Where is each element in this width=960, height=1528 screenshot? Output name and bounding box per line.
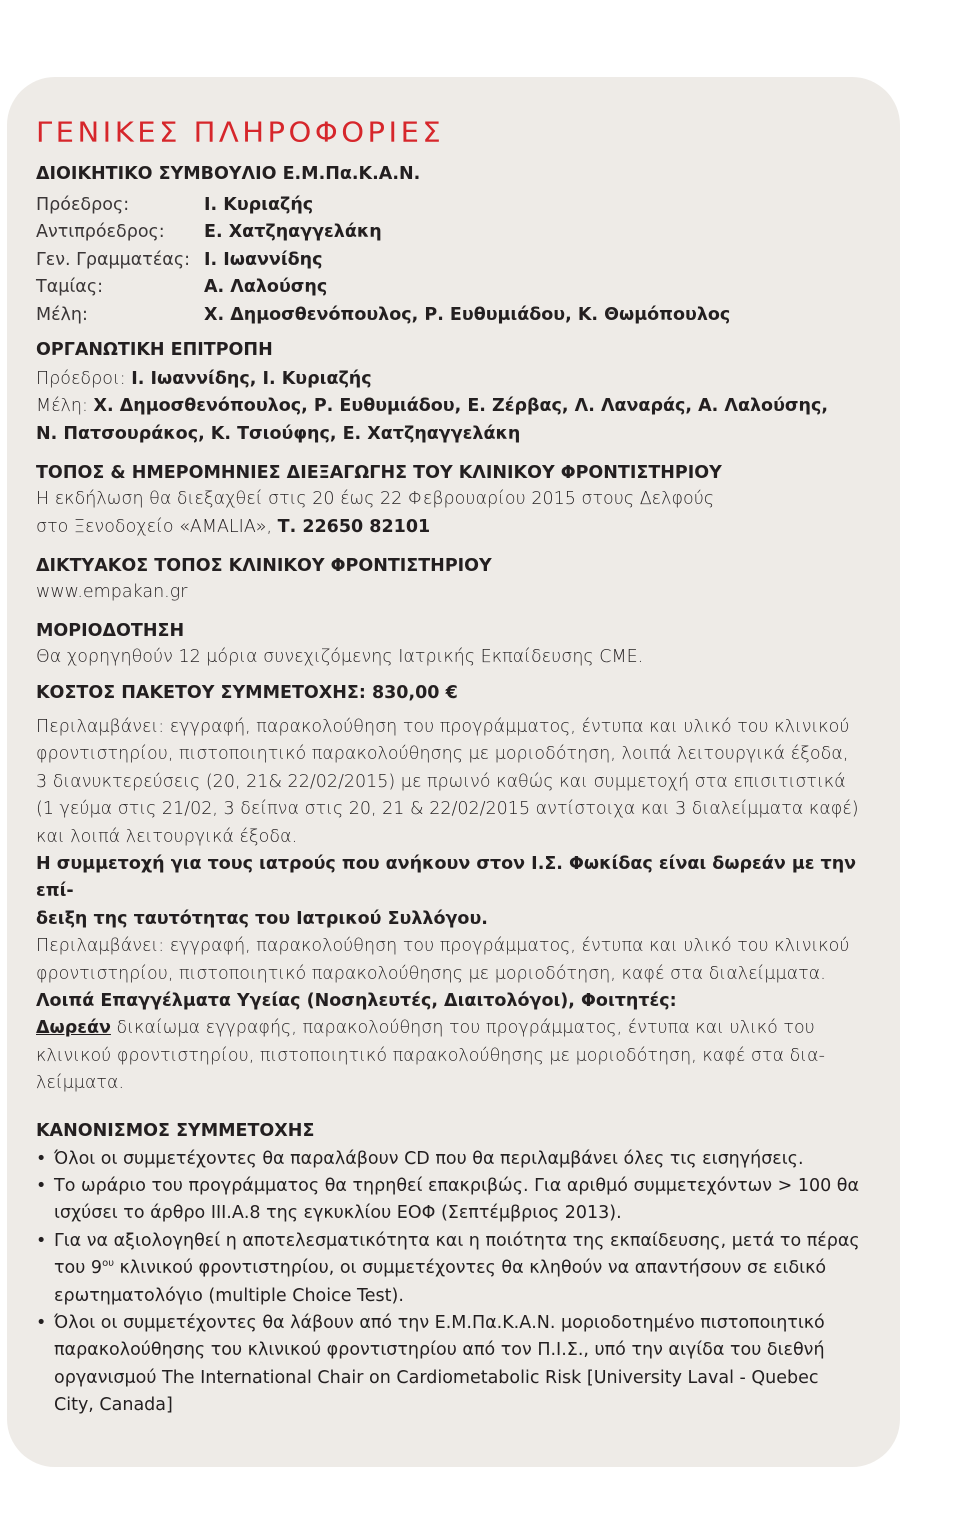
rules-item-text: ερωτηματολόγιο (multiple Choice Test). [54,1285,404,1306]
committee-presidents-label: Πρόεδροι: [36,369,126,390]
committee-presidents-value: Ι. Ιωαννίδης, Ι. Κυριαζής [131,369,372,390]
cost-line: 3 διανυκτερεύσεις (20, 21& 22/02/2015) με πρωινό καθώς και συμμετοχή στα επισιτιστικά [36,771,846,792]
board-list [36,192,876,329]
rules-item-text: παρακολούθησης του κλινικού φροντιστηρίου από τον Π.Ι.Σ., υπό την αιγίδα του διεθνή [54,1340,825,1361]
rules-item-text: Το ωράριο του προγράμματος θα τηρηθεί επακριβώς. Για αριθμό συμμετεχόντων > 100 θα [54,1175,860,1196]
cost-line: Περιλαμβάνει: εγγραφή, παρακολούθηση του προγράμματος, έντυπα και υλικό του κλινικού [36,716,850,737]
other-line: λείμματα. [36,1073,125,1094]
committee-members [36,393,876,420]
rules-list [36,1146,876,1420]
rules-item-text: κλινικού φροντιστηρίου, οι συμμετέχοντες θα κληθούν να απαντήσουν σε ειδικό [113,1258,827,1279]
venue-heading: ΤΟΠΟΣ & ΗΜΕΡΟΜΗΝΙΕΣ ΔΙΕΞΑΓΩΓΗΣ ΤΟΥ ΚΛΙΝΙΚΟΥ ΦΡΟΝΤΙΣΤΗΡΙΟΥ [36,463,722,484]
board-value: Α. Λαλούσης [204,277,328,298]
free-includes: φροντιστηρίου, πιστοποιητικό παρακολούθησης με μοριοδότηση, καφέ στα διαλείμματα. [36,963,826,984]
rules-item-text: Όλοι οι συμμετέχοντες θα παραλάβουν CD που θα περιλαμβάνει όλες τις εισηγήσεις. [54,1148,804,1169]
committee-members-value: Χ. Δημοσθενόπουλος, Ρ. Ευθυμιάδου, Ε. Ζέρβας, Λ. Λαναράς, Α. Λαλούσης, [93,396,828,417]
board-label: Ταμίας: [36,277,103,298]
cost-line: και λοιπά λειτουργικά έξοδα. [36,826,298,847]
page-title: ΓΕΝΙΚΕΣ ΠΛΗΡΟΦΟΡΙΕΣ [36,115,445,149]
cost-line: φροντιστηρίου, πιστοποιητικό παρακολούθησης με μοριοδότηση, λοιπά λειτουργικά έξοδα, [36,744,849,765]
credits-heading: ΜΟΡΙΟΔΟΤΗΣΗ [36,621,185,642]
cost-heading: ΚΟΣΤΟΣ ΠΑΚΕΤΟΥ ΣΥΜΜΕΤΟΧΗΣ: 830,00 € [36,682,458,703]
free-notice: Η συμμετοχή για τους ιατρούς που ανήκουν στον Ι.Σ. Φωκίδας είναι δωρεάν με την επί- [36,853,857,902]
board-label: Αντιπρόεδρος: [36,222,165,243]
venue-hotel [36,514,876,541]
rules-item-text: City, Canada] [54,1395,173,1416]
credits-text: Θα χορηγηθούν 12 μόρια συνεχιζόμενης Ιατρικής Εκπαίδευσης CME. [36,647,644,668]
rules-item-text: του 9 [54,1258,103,1279]
web-url[interactable]: www.empakan.gr [36,582,188,603]
rules-item [36,1228,876,1310]
other-line-text: δικαίωμα εγγραφής, παρακολούθηση του προγράμματος, έντυπα και υλικό του [110,1018,815,1039]
web-heading: ΔΙΚΤΥΑΚΟΣ ΤΟΠΟΣ ΚΛΙΝΙΚΟΥ ΦΡΟΝΤΙΣΤΗΡΙΟΥ [36,556,492,577]
venue-phone: Τ. 22650 82101 [277,516,431,537]
committee-presidents [36,366,876,393]
rules-item-text: ισχύσει το άρθρο ΙΙΙ.Α.8 της εγκυκλίου ΕΟΦ (Σεπτέμβριος 2013). [54,1203,622,1224]
rules-item-text: Όλοι οι συμμετέχοντες θα λάβουν από την Ε.Μ.Πα.Κ.Α.Ν. μοριοδοτημένο πιστοποιητικό [54,1313,825,1333]
other-line: κλινικού φροντιστηρίου, πιστοποιητικό παρακολούθησης με μοριοδότηση, καφέ στα δια- [36,1045,825,1066]
board-value: Χ. Δημοσθενόπουλος, Ρ. Ευθυμιάδου, Κ. Θωμόπουλος [204,304,731,325]
other-line [36,1015,876,1042]
rules-item [36,1146,876,1173]
other-heading: Λοιπά Επαγγέλματα Υγείας (Νοσηλευτές, Διαιτολόγοι), Φοιτητές: [36,990,677,1011]
board-label: Γεν. Γραμματέας: [36,249,191,270]
committee-heading: ΟΡΓΑΝΩΤΙΚΗ ΕΠΙΤΡΟΠΗ [36,340,273,361]
rules-heading: ΚΑΝΟΝΙΣΜΟΣ ΣΥΜΜΕΤΟΧΗΣ [36,1120,315,1141]
board-label: Πρόεδρος: [36,195,130,215]
cost-line: (1 γεύμα στις 21/02, 3 δείπνα στις 20, 21 & 22/02/2015 αντίστοιχα και 3 διαλείμματα καφέ) [36,799,859,820]
rules-item [36,1173,876,1228]
board-label: Μέλη: [36,304,88,325]
other-free-word: Δωρεάν [36,1018,111,1039]
rules-item-text: οργανισμού The International Chair on Cardiometabolic Risk [University Laval - Quebec [54,1367,819,1388]
ordinal-sup: ου [102,1258,114,1270]
board-value: Ε. Χατζηαγγελάκη [204,222,382,243]
board-value: Ι. Ιωαννίδης [204,249,323,270]
rules-item-text: Για να αξιολογηθεί η αποτελεσματικότητα και η ποιότητα της εκπαίδευσης, μετά το πέρας [54,1230,860,1251]
board-value: Ι. Κυριαζής [204,195,314,215]
free-includes: Περιλαμβάνει: εγγραφή, παρακολούθηση του προγράμματος, έντυπα και υλικό του κλινικού [36,936,850,957]
committee-members-cont: Ν. Πατσουράκος, Κ. Τσιούφης, Ε. Χατζηαγγελάκη [36,423,521,444]
board-heading: ΔΙΟΙΚΗΤΙΚΟ ΣΥΜΒΟΥΛΙΟ Ε.Μ.Πα.Κ.Α.Ν. [36,164,421,184]
committee-members-label: Μέλη: [36,396,88,417]
venue-line: Η εκδήλωση θα διεξαχθεί στις 20 έως 22 Φεβρουαρίου 2015 στους Δελφούς [36,489,715,510]
rules-item [36,1310,876,1420]
venue-hotel-text: στο Ξενοδοχείο «AMALIA», [36,516,278,537]
content [36,112,876,1420]
free-notice: δειξη της ταυτότητας του Ιατρικού Συλλόγου. [36,908,488,929]
